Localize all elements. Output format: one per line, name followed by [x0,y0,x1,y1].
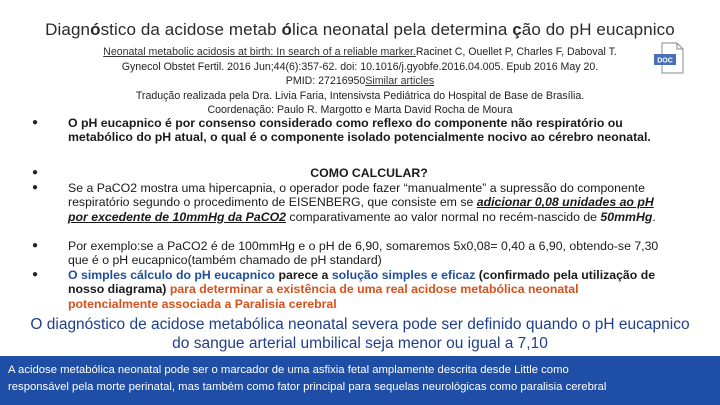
bullet-dot-icon: ● [32,269,39,280]
title-part: ão do pH eucapnico [521,20,675,39]
reference-line-3 [40,74,680,89]
reference-line-1 [40,45,680,60]
bullet-dot-icon: ● [32,182,39,193]
pmid-text: PMID: 27216950 [285,75,366,87]
title-part: ç [512,20,522,39]
list-item [30,268,670,311]
coordination-credit: Coordenação: Paulo R. Margotto e Marta David Rocha de Moura [207,104,513,116]
how-to-calculate-heading: COMO CALCULAR? [310,166,428,180]
footer-banner [0,356,720,405]
list-item [30,239,670,268]
doc-file-icon[interactable] [653,42,687,74]
title-part: stico da acidose metab [100,20,282,39]
bullet-text: (confirmado pela utilização de nosso diagrama) [68,268,656,297]
authors-text: Racinet C, Ouellet P, Charles F, Daboval T. [415,46,617,58]
title-part: ó [281,20,292,39]
similar-articles-link[interactable]: Similar articles [365,75,435,87]
bullet-emphasis: solução simples e eficaz [331,268,476,282]
bullet-emphasis: adicionar 0,08 unidades ao pH por excedente de 10mmHg da PaCO2 [68,195,654,224]
footer-line-1: A acidose metabólica neonatal pode ser o marcador de uma asfixia fetal amplamente descrita desde Little como [8,364,569,376]
bullet-list [30,116,670,311]
bullet-emphasis: para determinar a existência de uma real acidose metabólica neonatal potencialmente associada a Paralisia cerebral [68,282,579,311]
title-part: Diagn [45,20,91,39]
footer-line-2: responsável pela morte perinatal, mas também como fator principal para sequelas neurológicas como paralisia cerebral [8,381,607,393]
reference-line-2: Gynecol Obstet Fertil. 2016 Jun;44(6):357-62. doi: 10.1016/j.gyobfe.2016.04.005. Epub 2016 May 20. [121,60,599,73]
bullet-text: parece a [275,268,332,282]
translation-credit: Tradução realizada pela Dra. Livia Faria, Intensivsta Pediátrica do Hospital de Base de Brasília. [135,89,585,102]
bullet-emphasis: O simples cálculo do pH eucapnico [68,268,276,282]
article-link[interactable]: Neonatal metabolic acidosis at birth: In search of a reliable marker. [103,46,416,58]
title-part: lica neonatal pela determina [291,20,513,39]
list-item [30,166,670,181]
bullet-text: . [652,209,656,224]
list-item [30,116,670,166]
bullet-emphasis: 50mmHg [600,209,653,224]
bullet-dot-icon: ● [32,167,39,178]
conclusion-text: O diagnóstico de acidose metabólica neonatal severa pode ser definido quando o pH eucapnico do sangue arterial umbilical seja menor ou igual a 7,10 [30,316,690,352]
bullet-text: comparativamente ao valor normal no recém-nascido de [286,209,601,224]
list-item [30,181,670,239]
title-part: ó [90,20,101,39]
bullet-text: Se a PaCO2 mostra uma hipercapnia, o operador pode fazer “manualmente” a supressão do componente respiratório segundo o procedimento de EISENBERG, que consiste em se [68,181,645,210]
bullet-text: O pH eucapnico é por consenso considerado como reflexo do componente não respiratório ou metabólico do pH atual, o qual é o componente isolado potencialmente nocivo ao cérebro neonatal. [68,116,651,145]
reference-block [40,45,680,118]
doc-icon-label: DOC [657,57,673,65]
bullet-dot-icon: ● [32,240,39,251]
bullet-text: Por exemplo:se a PaCO2 é de 100mmHg e o pH de 6,90, somaremos 5x0,08= 0,40 a 6,90, obtendo-se 7,30 que é o pH eucapnico(também chamado de pH standard) [68,239,659,268]
slide-title [0,20,720,40]
bullet-dot-icon: ● [32,117,39,128]
